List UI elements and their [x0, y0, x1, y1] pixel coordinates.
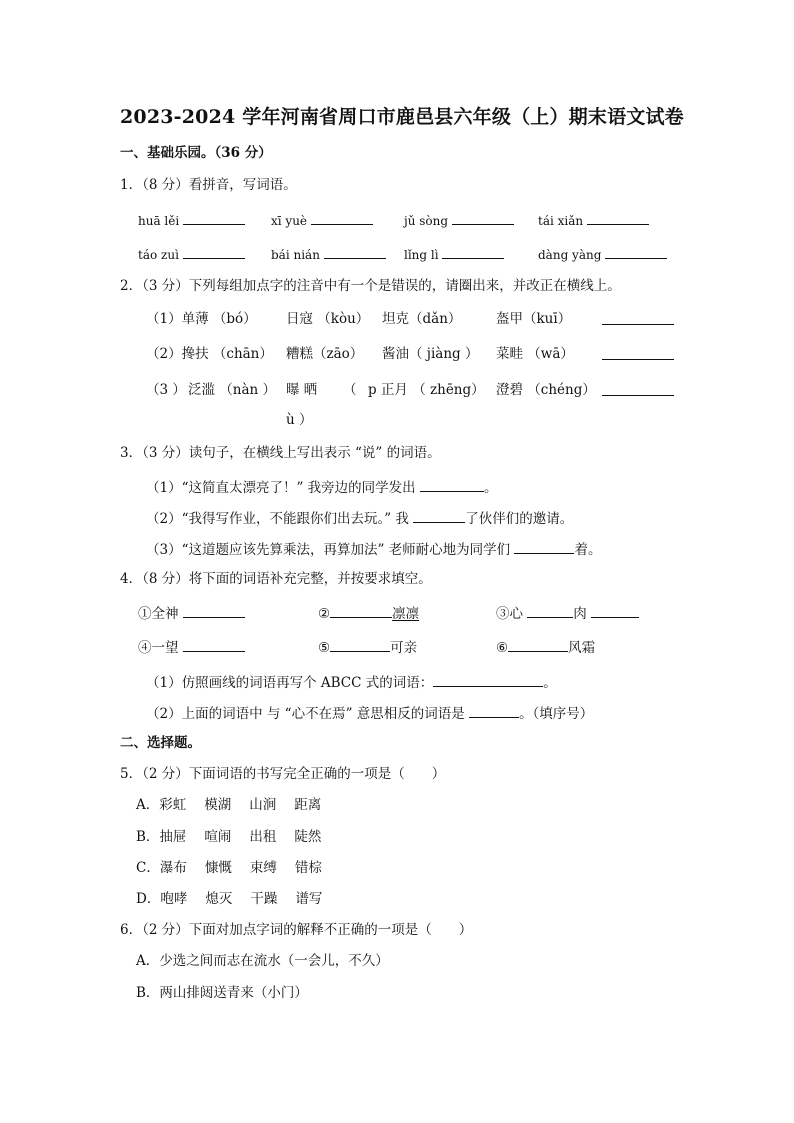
answer-blank[interactable] — [183, 247, 245, 259]
answer-blank[interactable] — [413, 511, 465, 523]
question-2-stem: 2．（3 分）下列每组加点字的注音中有一个是错误的，请圈出来，并改正在横线上。 — [120, 278, 621, 294]
q2-word-wrap: ù ） — [286, 412, 313, 428]
option-d[interactable]: D．咆哮 熄灭 干躁 谱写 — [136, 891, 323, 907]
answer-blank[interactable] — [433, 675, 543, 687]
question-1-stem: 1．（8 分）看拼音，写词语。 — [120, 177, 297, 193]
q2-word: （1）单薄 （bó） — [146, 311, 257, 327]
q2-word: 菜畦 （wā） — [496, 346, 574, 362]
answer-blank[interactable] — [420, 480, 484, 492]
answer-blank[interactable] — [469, 706, 519, 718]
q4-item-4: ④一望 — [138, 640, 245, 656]
q4-item-1: ①全神 — [138, 606, 245, 622]
q2-word: 酱油（ jiàng ） — [382, 346, 479, 362]
question-3-stem: 3．（3 分）读句子，在横线上写出表示 “说” 的词语。 — [120, 445, 441, 461]
q4-sub-2: （2）上面的词语中 与 “心不在焉” 意思相反的词语是 。（填序号） — [146, 706, 594, 722]
option-c[interactable]: C．瀑布 慷慨 束缚 错棕 — [136, 860, 322, 876]
q3-sentence-3: （3）“这道题应该先算乘法，再算加法” 老师耐心地为同学们 着。 — [146, 542, 602, 558]
q2-word: 日寇 （kòu） — [286, 311, 370, 327]
q3-sentence-2: （2）“我得写作业，不能跟你们出去玩。” 我 了伙伴们的邀请。 — [146, 511, 574, 527]
answer-blank[interactable] — [527, 606, 573, 618]
pinyin-item: tái xiǎn — [538, 213, 649, 227]
option-a[interactable]: A．少选之间而志在流水（一会儿，不久） — [136, 953, 389, 969]
pinyin-item: huā lěi — [138, 213, 245, 227]
section-heading-1: 一、基础乐园。（36 分） — [120, 145, 272, 161]
pinyin-item: bái nián — [271, 247, 386, 261]
answer-blank[interactable] — [183, 606, 245, 618]
answer-blank[interactable] — [330, 640, 390, 652]
option-a[interactable]: A．彩虹 模湖 山涧 距离 — [136, 797, 322, 813]
pinyin-item: lǐng lì — [404, 247, 504, 261]
answer-blank[interactable] — [587, 213, 649, 225]
page-title: 2023-2024 学年河南省周口市鹿邑县六年级（上）期末语文试卷 — [120, 106, 684, 128]
answer-blank[interactable] — [514, 542, 574, 554]
q4-sub-1: （1）仿照画线的词语再写个 ABCC 式的词语： 。 — [146, 675, 557, 691]
answer-blank[interactable] — [330, 606, 392, 618]
q2-word: （3 ） — [146, 382, 186, 398]
answer-blank[interactable] — [311, 213, 373, 225]
q2-word: 坦克（dǎn） — [382, 311, 462, 327]
q2-word: 盔甲（kuī） — [496, 311, 572, 327]
section-heading-2: 二、选择题。 — [120, 735, 201, 751]
q4-item-5: ⑤ 可亲 — [318, 640, 418, 656]
answer-blank[interactable] — [602, 348, 674, 360]
pinyin-item: jǔ sòng — [404, 213, 514, 227]
answer-blank[interactable] — [591, 606, 639, 618]
option-b[interactable]: B．抽屉 喧闹 出租 陡然 — [136, 829, 322, 845]
question-6-stem: 6．（2 分）下面对加点字词的解释不正确的一项是（ ） — [120, 922, 473, 938]
question-4-stem: 4．（8 分）将下面的词语补充完整，并按要求填空。 — [120, 571, 432, 587]
answer-blank[interactable] — [452, 213, 514, 225]
option-b[interactable]: B．两山排闼送青来（小门） — [136, 985, 308, 1001]
q4-item-6: ⑥ 风霜 — [496, 640, 596, 656]
answer-blank[interactable] — [183, 213, 245, 225]
q2-word: 泛滥 （nàn ） — [188, 382, 277, 398]
answer-blank[interactable] — [324, 247, 386, 259]
q2-word: 糟糕（zāo） — [286, 346, 364, 362]
q2-word: （2）搀扶 （chān） — [146, 346, 273, 362]
q4-item-3: ③心 肉 — [496, 606, 639, 622]
answer-blank[interactable] — [442, 247, 504, 259]
q2-word: （ — [343, 382, 357, 398]
answer-blank[interactable] — [602, 313, 674, 325]
q2-word: 曝 晒 — [286, 382, 318, 398]
answer-blank[interactable] — [605, 247, 667, 259]
q4-item-2: ② 凛凛 — [318, 606, 420, 622]
answer-blank[interactable] — [602, 384, 674, 396]
pinyin-item: táo zuì — [138, 247, 245, 261]
pinyin-item: xī yuè — [271, 213, 373, 227]
pinyin-item: dàng yàng — [538, 247, 667, 261]
q2-word: p 正月 （ zhēng） — [368, 382, 485, 398]
question-5-stem: 5．（2 分）下面词语的书写完全正确的一项是（ ） — [120, 766, 446, 782]
q2-word: 澄碧 （chéng） — [496, 382, 596, 398]
answer-blank[interactable] — [183, 640, 245, 652]
answer-blank[interactable] — [508, 640, 568, 652]
q3-sentence-1: （1）“这简直太漂亮了！” 我旁边的同学发出 。 — [146, 480, 498, 496]
